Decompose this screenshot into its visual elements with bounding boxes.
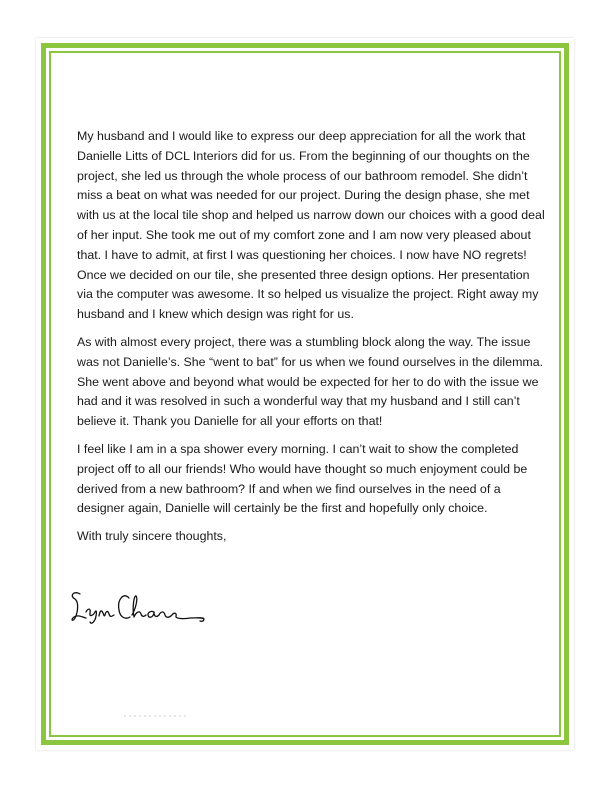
paragraph-appreciation: My husband and I would like to express our deep appreciation for all the work that Danielle Litts of DCL Interiors did for us. From the beginning of our thoughts on the project, she led us through the whole process of our bathroom remodel. She didn’t miss a beat on what was needed for our project. During the design phase, she met with us at the local tile shop and helped us narrow down our choices with a good deal of her input. She took me out of my comfort zone and I am now very pleased about that. I have to admit, at first I was questioning her choices. I now have NO regrets! Once we decided on our tile, she presented three design options. Her presentation via the computer was awesome. It so helped us visualize the project. Right away my husband and I knew which design was right for us.	[77, 129, 545, 322]
paragraph-spa-shower: I feel like I am in a spa shower every morning. I can’t wait to show the completed project off to all our friends! Who would have thought so much enjoyment could be derived from a new bathroom? If and when we find ourselves in the need of a designer again, Danielle will certainly be the first and hopefully only choice.	[77, 441, 528, 516]
paragraph-stumbling-block: As with almost every project, there was a stumbling block along the way. The issue was not Danielle’s. She “went to bat” for us when we found ourselves in the dilemma. She went above and beyond what would be expected for her to do with the issue we had and it was resolved in such a wonderful way that my husband and I still can’t believe it. Thank you Danielle for all your efforts on that!	[77, 334, 544, 429]
letter-body	[77, 127, 545, 555]
faint-scan-mark	[124, 715, 188, 717]
closing-line: With truly sincere thoughts,	[77, 529, 227, 544]
handwritten-signature	[66, 584, 216, 626]
